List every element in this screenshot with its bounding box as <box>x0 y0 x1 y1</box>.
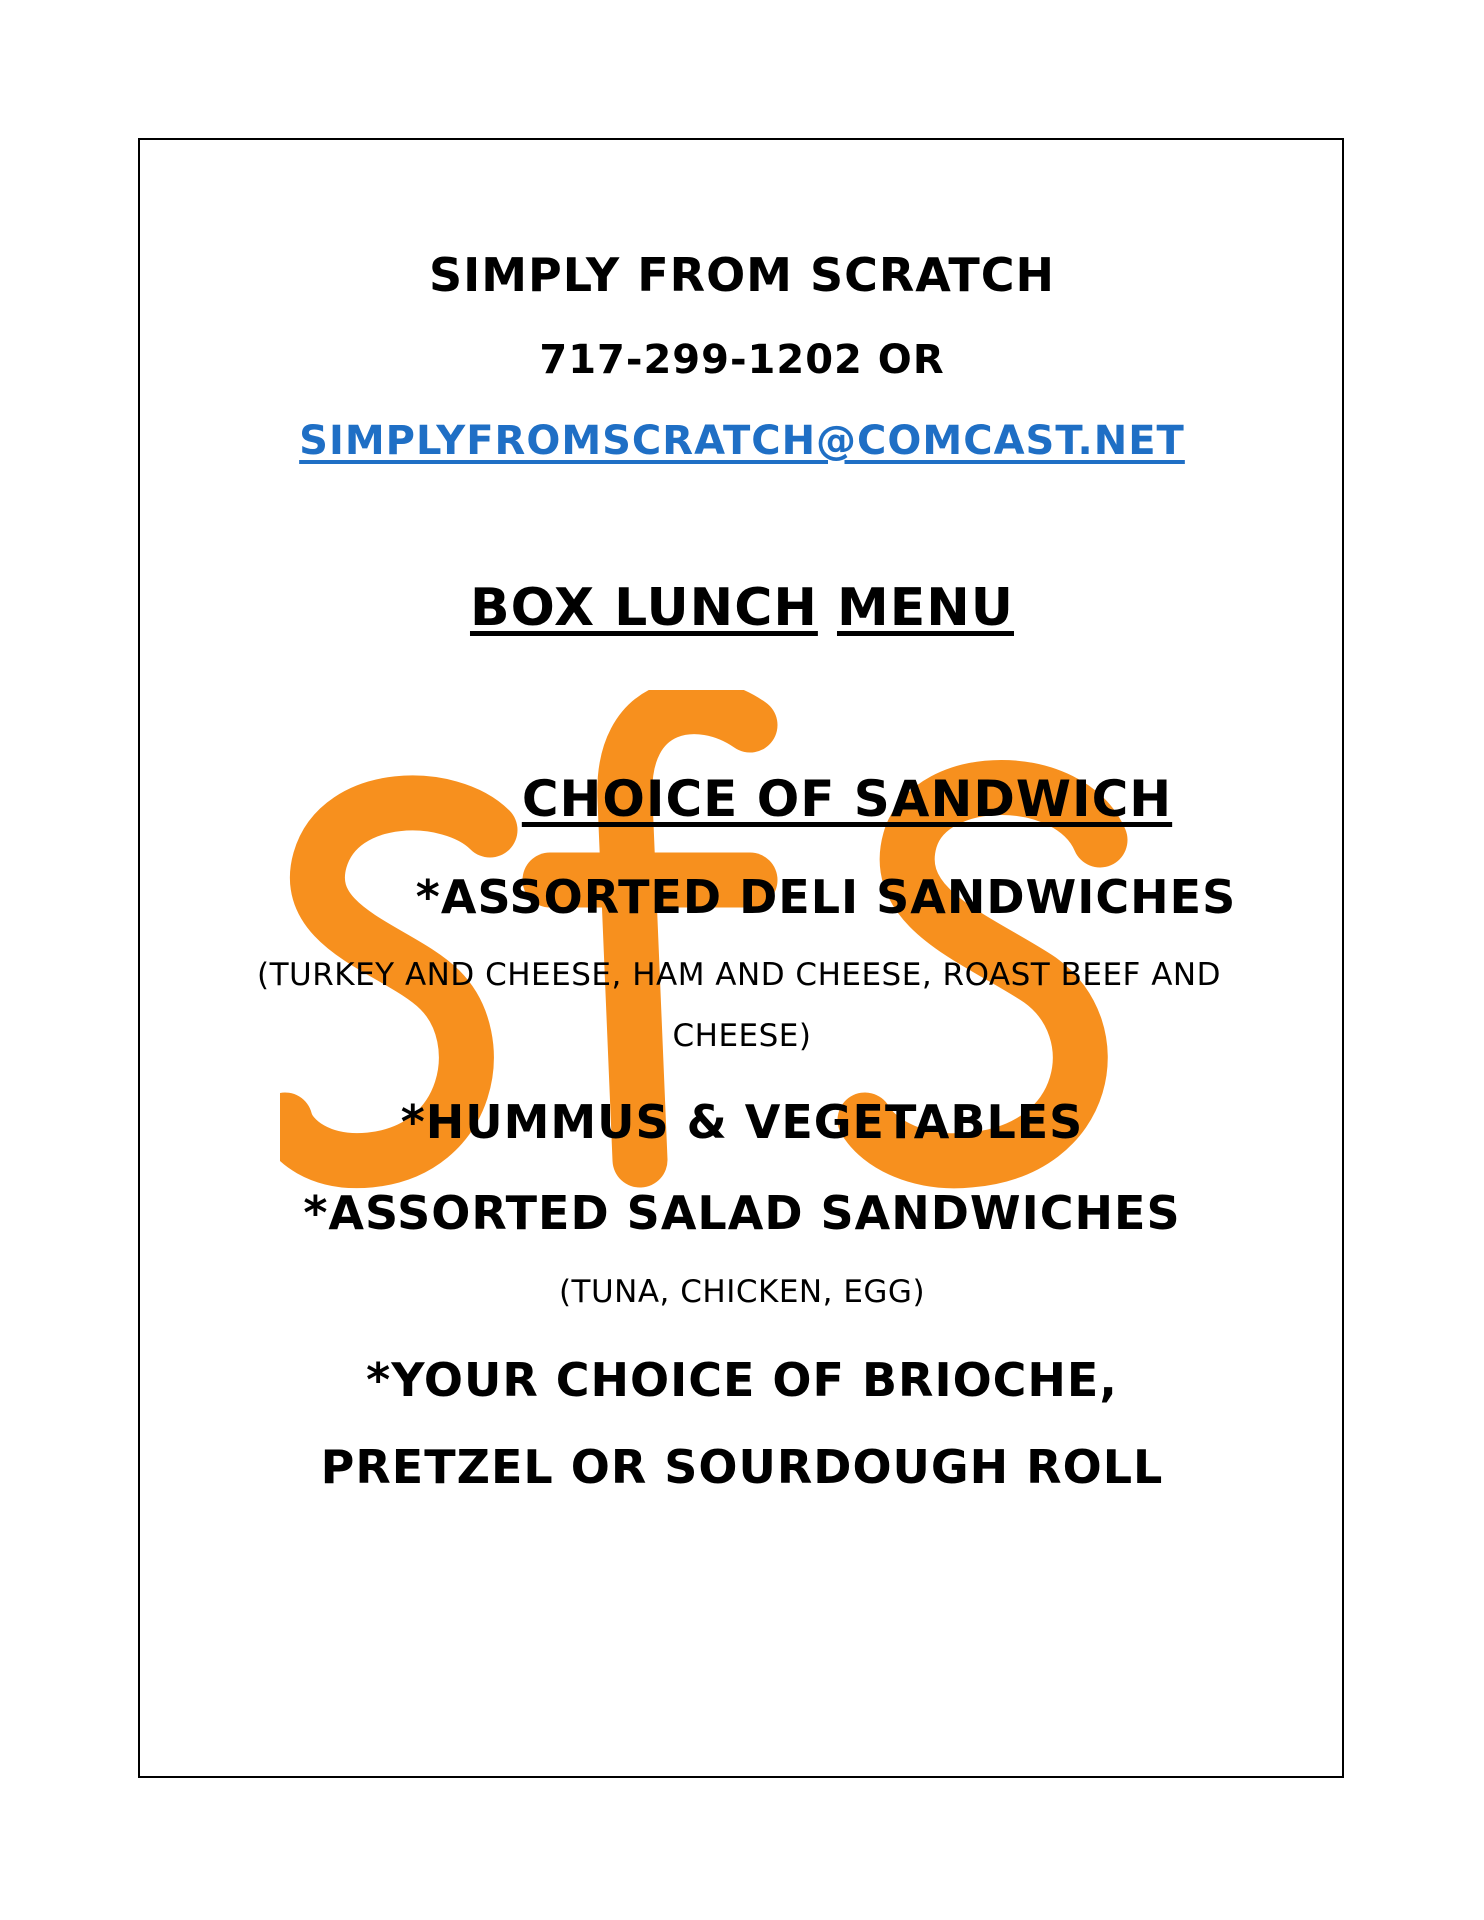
email-link[interactable]: SIMPLYFROMSCRATCH@COMCAST.NET <box>299 418 1185 464</box>
bread-line2: PRETZEL OR SOURDOUGH ROLL <box>320 1440 1164 1494</box>
menu-title <box>0 578 1484 638</box>
item-salad-detail: (TUNA, CHICKEN, EGG) <box>558 1274 926 1310</box>
item-salad-name: *ASSORTED SALAD SANDWICHES <box>303 1186 1181 1240</box>
item-deli-name: *ASSORTED DELI SANDWICHES <box>415 870 1237 924</box>
menu-title-part2: MENU <box>836 578 1014 638</box>
phone-line: 717-299-1202 OR <box>539 337 945 383</box>
business-name: SIMPLY FROM SCRATCH <box>429 248 1055 302</box>
menu-title-part1: BOX LUNCH <box>469 578 818 638</box>
item-deli-detail-line2: CHEESE) <box>672 1018 812 1054</box>
item-hummus-name: *HUMMUS & VEGETABLES <box>400 1095 1084 1149</box>
item-deli-detail-line1: (TURKEY AND CHEESE, HAM AND CHEESE, ROAST BEEF AND <box>257 957 1221 993</box>
bread-line1: *YOUR CHOICE OF BRIOCHE, <box>366 1353 1118 1407</box>
section-heading: CHOICE OF SANDWICH <box>521 770 1173 828</box>
